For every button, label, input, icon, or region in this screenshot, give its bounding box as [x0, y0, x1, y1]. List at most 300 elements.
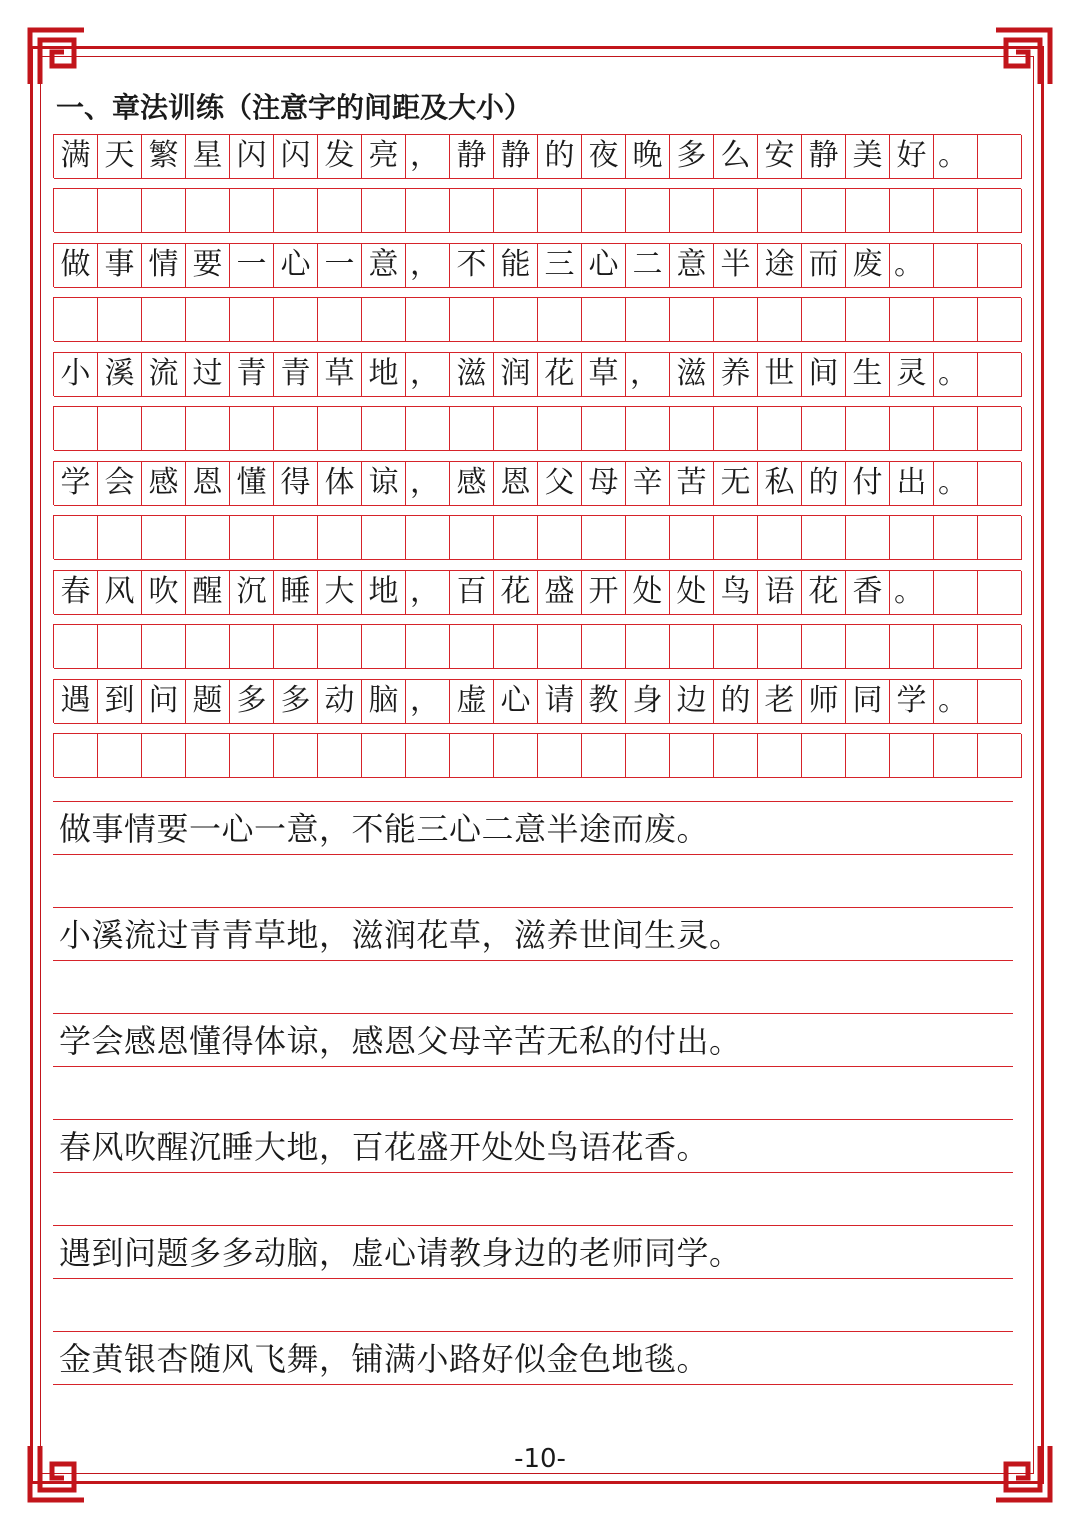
grid-cell	[54, 135, 98, 179]
grid-char: 草	[588, 356, 619, 391]
grid-cell	[934, 625, 978, 669]
grid-cell	[714, 135, 758, 179]
grid-char: 老	[764, 683, 795, 718]
grid-cell	[626, 135, 670, 179]
grid-cell	[714, 516, 758, 560]
grid-cell	[54, 353, 98, 397]
grid-char: 体	[324, 465, 355, 500]
grid-cell	[846, 734, 890, 778]
grid-char: 滋	[676, 356, 707, 391]
grid-cell	[362, 625, 406, 669]
grid-cell	[934, 516, 978, 560]
grid-cell	[670, 244, 714, 288]
grid-cell	[230, 680, 274, 724]
grid-cell	[626, 516, 670, 560]
grid-cell	[318, 516, 362, 560]
grid-cell	[582, 516, 626, 560]
grid-cell	[98, 680, 142, 724]
grid-char: 而	[808, 247, 839, 282]
grid-cell	[890, 462, 934, 506]
grid-cell	[318, 462, 362, 506]
grid-cell	[890, 298, 934, 342]
grid-char: 到	[104, 683, 135, 718]
lined-row-text: 春风吹醒沉睡大地，百花盛开处处鸟语花香。	[59, 1128, 710, 1166]
lined-row-text: 小溪流过青青草地，滋润花草，滋养世间生灵。	[59, 916, 742, 954]
grid-cell	[406, 516, 450, 560]
grid-cell	[186, 189, 230, 233]
grid-cell	[758, 135, 802, 179]
grid-cell	[494, 516, 538, 560]
grid-cell	[230, 516, 274, 560]
grid-cell	[186, 680, 230, 724]
grid-cell	[714, 189, 758, 233]
grid-cell	[186, 244, 230, 288]
grid-cell	[714, 407, 758, 451]
grid-cell	[142, 516, 186, 560]
grid-cell	[890, 625, 934, 669]
grid-cell	[450, 516, 494, 560]
grid-cell	[582, 680, 626, 724]
grid-cell	[230, 353, 274, 397]
grid-row	[53, 243, 1021, 287]
grid-row	[53, 461, 1021, 505]
grid-char: 懂	[236, 465, 267, 500]
grid-char: 的	[544, 138, 575, 173]
grid-char: 百	[456, 574, 487, 609]
grid-cell	[318, 135, 362, 179]
lined-row-text: 遇到问题多多动脑，虚心请教身边的老师同学。	[59, 1234, 742, 1272]
grid-cell	[494, 298, 538, 342]
grid-cell	[538, 462, 582, 506]
grid-char: 恩	[192, 465, 223, 500]
grid-char: 草	[324, 356, 355, 391]
grid-cell	[318, 734, 362, 778]
grid-char: 同	[852, 683, 883, 718]
grid-char: 醒	[192, 574, 223, 609]
grid-cell	[274, 516, 318, 560]
grid-cell	[274, 298, 318, 342]
grid-char: 繁	[148, 138, 179, 173]
lined-row-text: 学会感恩懂得体谅，感恩父母辛苦无私的付出。	[59, 1022, 742, 1060]
grid-row-blank	[53, 406, 1021, 450]
grid-char: 脑	[368, 683, 399, 718]
grid-cell	[274, 462, 318, 506]
grid-char: 处	[676, 574, 707, 609]
grid-cell	[626, 625, 670, 669]
grid-cell	[450, 298, 494, 342]
grid-char: 得	[280, 465, 311, 500]
grid-cell	[582, 189, 626, 233]
grid-cell	[670, 571, 714, 615]
grid-char: 事	[104, 247, 135, 282]
grid-cell	[450, 353, 494, 397]
grid-cell	[758, 734, 802, 778]
grid-char: 辛	[632, 465, 663, 500]
grid-char: 苦	[676, 465, 707, 500]
grid-char: 多	[236, 683, 267, 718]
grid-cell	[670, 353, 714, 397]
grid-cell	[494, 189, 538, 233]
grid-cell	[450, 680, 494, 724]
grid-cell	[362, 571, 406, 615]
lined-row-text: 金黄银杏随风飞舞，铺满小路好似金色地毯。	[59, 1340, 710, 1378]
grid-char: 会	[104, 465, 135, 500]
grid-cell	[98, 462, 142, 506]
grid-cell	[406, 680, 450, 724]
grid-cell	[494, 462, 538, 506]
grid-char: 。	[894, 574, 924, 609]
grid-cell	[934, 189, 978, 233]
grid-char: 吹	[148, 574, 179, 609]
grid-cell	[670, 462, 714, 506]
grid-char: ，	[410, 356, 440, 391]
grid-char: 闪	[280, 138, 311, 173]
grid-cell	[450, 734, 494, 778]
grid-cell	[626, 571, 670, 615]
grid-cell	[890, 244, 934, 288]
grid-char: ，	[410, 465, 440, 500]
grid-row	[53, 570, 1021, 614]
grid-cell	[318, 298, 362, 342]
grid-cell	[98, 353, 142, 397]
grid-cell	[450, 571, 494, 615]
grid-char: 安	[764, 138, 795, 173]
grid-cell	[538, 135, 582, 179]
grid-char: 。	[938, 465, 968, 500]
grid-cell	[670, 516, 714, 560]
grid-cell	[142, 462, 186, 506]
grid-cell	[802, 135, 846, 179]
grid-char: ，	[630, 356, 660, 391]
grid-char: 闪	[236, 138, 267, 173]
grid-cell	[846, 680, 890, 724]
grid-cell	[142, 734, 186, 778]
grid-cell	[846, 407, 890, 451]
grid-cell	[362, 734, 406, 778]
grid-char: 青	[280, 356, 311, 391]
lined-row-text: 做事情要一心一意，不能三心二意半途而废。	[59, 810, 710, 848]
grid-cell	[450, 462, 494, 506]
grid-cell	[978, 244, 1022, 288]
grid-char: 一	[236, 247, 267, 282]
grid-cell	[362, 135, 406, 179]
grid-cell	[890, 189, 934, 233]
grid-cell	[846, 571, 890, 615]
grid-cell	[758, 298, 802, 342]
grid-cell	[978, 680, 1022, 724]
grid-cell	[406, 462, 450, 506]
grid-char: 学	[60, 465, 91, 500]
grid-cell	[406, 407, 450, 451]
grid-char: 动	[324, 683, 355, 718]
grid-cell	[714, 353, 758, 397]
grid-char: 意	[368, 247, 399, 282]
grid-char: 的	[808, 465, 839, 500]
grid-char: 心	[280, 247, 311, 282]
grid-cell	[274, 680, 318, 724]
grid-cell	[186, 298, 230, 342]
corner-ornament-icon	[992, 26, 1054, 88]
grid-char: 地	[368, 574, 399, 609]
grid-cell	[318, 625, 362, 669]
grid-cell	[142, 135, 186, 179]
grid-cell	[318, 353, 362, 397]
grid-cell	[802, 407, 846, 451]
grid-cell	[538, 298, 582, 342]
grid-cell	[802, 571, 846, 615]
grid-cell	[230, 189, 274, 233]
grid-cell	[626, 298, 670, 342]
grid-cell	[54, 625, 98, 669]
grid-cell	[846, 625, 890, 669]
grid-cell	[186, 462, 230, 506]
grid-cell	[978, 353, 1022, 397]
grid-char: 一	[324, 247, 355, 282]
lined-row	[53, 1013, 1013, 1067]
grid-cell	[98, 516, 142, 560]
grid-cell	[362, 680, 406, 724]
grid-cell	[274, 135, 318, 179]
grid-cell	[450, 625, 494, 669]
grid-char: 虚	[456, 683, 487, 718]
grid-char: 处	[632, 574, 663, 609]
grid-cell	[274, 244, 318, 288]
grid-char: 溪	[104, 356, 135, 391]
grid-cell	[890, 407, 934, 451]
grid-cell	[846, 462, 890, 506]
grid-cell	[142, 571, 186, 615]
grid-cell	[274, 734, 318, 778]
grid-cell	[362, 462, 406, 506]
grid-cell	[582, 244, 626, 288]
grid-cell	[890, 135, 934, 179]
grid-cell	[538, 516, 582, 560]
grid-char: 天	[104, 138, 135, 173]
grid-char: 大	[324, 574, 355, 609]
grid-cell	[450, 189, 494, 233]
grid-char: 问	[148, 683, 179, 718]
grid-char: 香	[852, 574, 883, 609]
grid-cell	[802, 353, 846, 397]
grid-char: 母	[588, 465, 619, 500]
grid-cell	[758, 625, 802, 669]
grid-char: 睡	[280, 574, 311, 609]
grid-cell	[978, 189, 1022, 233]
grid-cell	[538, 407, 582, 451]
grid-char: 身	[632, 683, 663, 718]
grid-cell	[362, 353, 406, 397]
grid-char: 花	[500, 574, 531, 609]
grid-cell	[54, 571, 98, 615]
grid-char: 花	[808, 574, 839, 609]
grid-char: 星	[192, 138, 223, 173]
grid-char: 父	[544, 465, 575, 500]
grid-char: 静	[500, 138, 531, 173]
grid-cell	[362, 244, 406, 288]
grid-cell	[802, 680, 846, 724]
grid-char: 流	[148, 356, 179, 391]
grid-cell	[494, 135, 538, 179]
grid-cell	[142, 680, 186, 724]
grid-cell	[890, 516, 934, 560]
grid-cell	[406, 734, 450, 778]
grid-cell	[98, 625, 142, 669]
grid-cell	[934, 462, 978, 506]
grid-cell	[274, 625, 318, 669]
grid-cell	[362, 407, 406, 451]
grid-char: 心	[500, 683, 531, 718]
grid-cell	[494, 680, 538, 724]
grid-char: 春	[60, 574, 91, 609]
grid-cell	[230, 571, 274, 615]
grid-cell	[538, 244, 582, 288]
grid-cell	[274, 407, 318, 451]
grid-cell	[362, 298, 406, 342]
grid-cell	[714, 680, 758, 724]
grid-cell	[714, 298, 758, 342]
grid-cell	[802, 189, 846, 233]
grid-cell	[450, 407, 494, 451]
grid-char: 二	[632, 247, 663, 282]
grid-cell	[230, 298, 274, 342]
grid-cell	[714, 244, 758, 288]
grid-char: 教	[588, 683, 619, 718]
grid-char: 付	[852, 465, 883, 500]
grid-cell	[406, 135, 450, 179]
grid-row-blank	[53, 733, 1021, 777]
grid-char: 边	[676, 683, 707, 718]
grid-cell	[142, 407, 186, 451]
grid-char: ，	[410, 247, 440, 282]
grid-char: 鸟	[720, 574, 751, 609]
grid-cell	[582, 407, 626, 451]
grid-char: 美	[852, 138, 883, 173]
grid-cell	[802, 244, 846, 288]
grid-cell	[714, 625, 758, 669]
grid-cell	[98, 407, 142, 451]
grid-cell	[846, 298, 890, 342]
grid-cell	[318, 244, 362, 288]
grid-char: 生	[852, 356, 883, 391]
grid-row-blank	[53, 188, 1021, 232]
grid-char: 意	[676, 247, 707, 282]
grid-cell	[362, 189, 406, 233]
grid-cell	[714, 462, 758, 506]
grid-cell	[626, 680, 670, 724]
grid-char: 润	[500, 356, 531, 391]
grid-cell	[670, 680, 714, 724]
grid-char: 。	[938, 683, 968, 718]
grid-cell	[406, 625, 450, 669]
grid-char: 师	[808, 683, 839, 718]
grid-cell	[274, 571, 318, 615]
grid-char: 多	[280, 683, 311, 718]
grid-cell	[934, 680, 978, 724]
grid-cell	[890, 734, 934, 778]
grid-char: 夜	[588, 138, 619, 173]
grid-char: 好	[896, 138, 927, 173]
grid-cell	[494, 734, 538, 778]
grid-char: 满	[60, 138, 91, 173]
grid-char: 无	[720, 465, 751, 500]
grid-cell	[890, 680, 934, 724]
grid-cell	[670, 734, 714, 778]
grid-char: 做	[60, 247, 91, 282]
grid-cell	[846, 516, 890, 560]
grid-cell	[362, 516, 406, 560]
grid-char: 的	[720, 683, 751, 718]
grid-cell	[230, 407, 274, 451]
grid-cell	[934, 353, 978, 397]
grid-cell	[186, 353, 230, 397]
grid-cell	[582, 298, 626, 342]
corner-ornament-icon	[26, 26, 88, 88]
grid-cell	[758, 189, 802, 233]
grid-cell	[802, 462, 846, 506]
grid-cell	[582, 571, 626, 615]
grid-cell	[450, 135, 494, 179]
grid-char: 不	[456, 247, 487, 282]
grid-cell	[978, 571, 1022, 615]
grid-cell	[538, 680, 582, 724]
grid-cell	[186, 516, 230, 560]
lined-row	[53, 801, 1013, 855]
grid-row-blank	[53, 297, 1021, 341]
grid-char: 盛	[544, 574, 575, 609]
grid-cell	[230, 462, 274, 506]
grid-cell	[846, 353, 890, 397]
grid-cell	[54, 244, 98, 288]
grid-cell	[142, 298, 186, 342]
grid-cell	[978, 734, 1022, 778]
grid-char: 世	[764, 356, 795, 391]
grid-char: ，	[410, 138, 440, 173]
grid-row-blank	[53, 624, 1021, 668]
grid-cell	[54, 734, 98, 778]
grid-cell	[494, 407, 538, 451]
grid-cell	[758, 244, 802, 288]
grid-cell	[978, 135, 1022, 179]
grid-cell	[626, 189, 670, 233]
grid-cell	[626, 244, 670, 288]
grid-row	[53, 352, 1021, 396]
grid-cell	[274, 189, 318, 233]
grid-char: 途	[764, 247, 795, 282]
grid-cell	[274, 353, 318, 397]
grid-cell	[934, 407, 978, 451]
grid-cell	[626, 734, 670, 778]
grid-char: 静	[456, 138, 487, 173]
grid-cell	[934, 298, 978, 342]
lined-row	[53, 1119, 1013, 1173]
grid-cell	[406, 298, 450, 342]
grid-char: 学	[896, 683, 927, 718]
grid-cell	[758, 571, 802, 615]
grid-cell	[670, 189, 714, 233]
grid-char: 青	[236, 356, 267, 391]
grid-row	[53, 134, 1021, 178]
grid-cell	[538, 734, 582, 778]
grid-cell	[670, 298, 714, 342]
grid-cell	[494, 353, 538, 397]
grid-cell	[582, 625, 626, 669]
grid-cell	[406, 353, 450, 397]
grid-char: 要	[192, 247, 223, 282]
grid-cell	[802, 625, 846, 669]
grid-cell	[142, 625, 186, 669]
grid-cell	[186, 571, 230, 615]
page-number: -10-	[514, 1444, 566, 1474]
